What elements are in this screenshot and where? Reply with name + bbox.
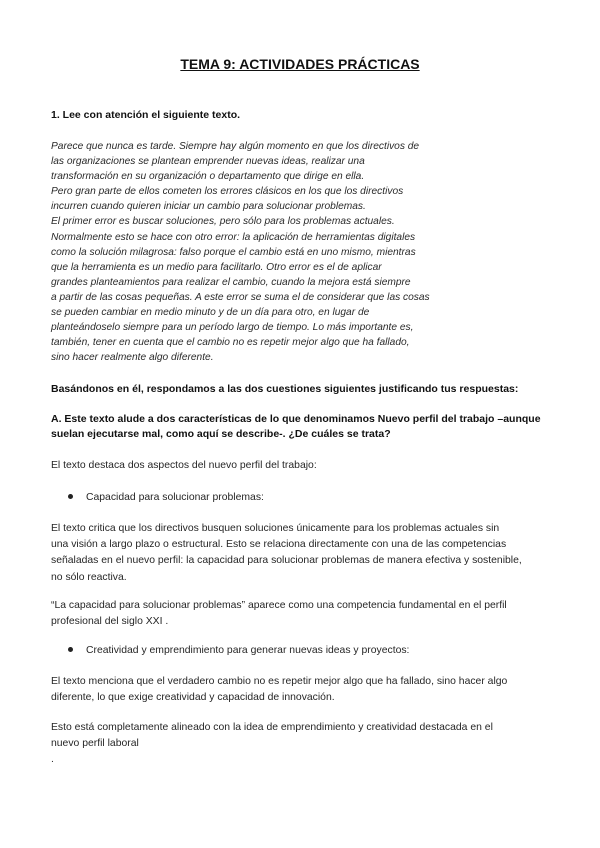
- paragraph-2: [51, 598, 551, 630]
- passage-line: El primer error es buscar soluciones, pero sólo para los problemas actuales.: [51, 216, 395, 228]
- paragraph-line: Esto está completamente alineado con la idea de emprendimiento y creatividad destacada en el: [51, 722, 493, 733]
- passage-line: sino hacer realmente algo diferente.: [51, 352, 214, 364]
- bullet-icon: [68, 647, 73, 652]
- bullet-item-2: [68, 643, 409, 659]
- bullet-icon: [68, 494, 73, 499]
- paragraph-line: señaladas en el nuevo perfil: la capacidad para solucionar problemas de manera efectiva y sostenible,: [51, 555, 522, 567]
- paragraph-line: profesional del siglo XXI .: [51, 616, 169, 628]
- paragraph-line: no sólo reactiva.: [51, 571, 127, 583]
- passage-line: incurren cuando quieren iniciar un cambio para solucionar problemas.: [51, 201, 366, 213]
- passage-line: las organizaciones se plantean emprender nuevas ideas, realizar una: [51, 156, 365, 168]
- paragraph-line: una visión a largo plazo o estructural. Esto se relaciona directamente con una de las competencias: [51, 539, 507, 551]
- question-a: [51, 412, 551, 442]
- passage-text: [51, 139, 551, 365]
- paragraph-4: [51, 720, 551, 769]
- passage-line: Normalmente esto se hace con otro error: la aplicación de herramientas digitales: [51, 231, 416, 243]
- trailing-dot: .: [51, 754, 54, 766]
- paragraph-line: diferente, lo que exige creatividad y capacidad de innovación.: [51, 692, 335, 704]
- page-title: TEMA 9: ACTIVIDADES PRÁCTICAS: [180, 56, 420, 72]
- passage-line: Parece que nunca es tarde. Siempre hay algún momento en que los directivos de: [51, 141, 420, 152]
- paragraph-line: El texto menciona que el verdadero cambio no es repetir mejor algo que ha fallado, sino hacer algo: [51, 676, 508, 687]
- paragraph-line: El texto critica que los directivos busquen soluciones únicamente para los problemas actuales sin: [51, 523, 500, 534]
- bullet-text: Capacidad para solucionar problemas:: [86, 492, 264, 503]
- passage-line: como la solución milagrosa: falso porque el cambio está en uno mismo, mientras: [51, 246, 416, 258]
- paragraph-line: nuevo perfil laboral: [51, 738, 139, 750]
- question-1: 1. Lee con atención el siguiente texto.: [51, 109, 241, 121]
- bullet-item-1: [68, 490, 264, 506]
- answer-intro: El texto destaca dos aspectos del nuevo perfil del trabajo:: [51, 460, 317, 471]
- passage-line: se pueden cambiar en medio minuto y de un día para otro, en lugar de: [51, 307, 370, 319]
- instruction: Basándonos en él, respondamos a las dos cuestiones siguientes justificando tus respuestas:: [51, 383, 519, 395]
- question-a-line: suelan ejecutarse mal, como aquí se describe-. ¿De cuáles se trata?: [51, 428, 391, 440]
- paragraph-line: “La capacidad para solucionar problemas” aparece como una competencia fundamental en el perfil: [51, 600, 507, 611]
- passage-line: transformación en su organización o departamento que dirige en ella.: [51, 171, 365, 183]
- paragraph-3: [51, 674, 551, 706]
- passage-line: a partir de las cosas pequeñas. A este error se suma el de considerar que las cosas: [51, 291, 430, 303]
- passage-line: también, tener en cuenta que el cambio no es repetir mejor algo que ha fallado,: [51, 337, 410, 349]
- paragraph-1: [51, 521, 551, 586]
- passage-line: que la herramienta es un medio para facilitarlo. Otro error es el de aplicar: [51, 261, 382, 273]
- passage-line: grandes planteamientos para realizar el cambio, cuando la mejora está siempre: [51, 276, 411, 288]
- question-a-line: A. Este texto alude a dos características de lo que denominamos Nuevo perfil del trabajo –aunque: [51, 413, 541, 425]
- passage-line: Pero gran parte de ellos cometen los errores clásicos en los que los directivos: [51, 186, 404, 198]
- bullet-text: Creatividad y emprendimiento para generar nuevas ideas y proyectos:: [86, 645, 410, 656]
- passage-line: planteándoselo siempre para un período largo de tiempo. Lo más importante es,: [51, 322, 414, 334]
